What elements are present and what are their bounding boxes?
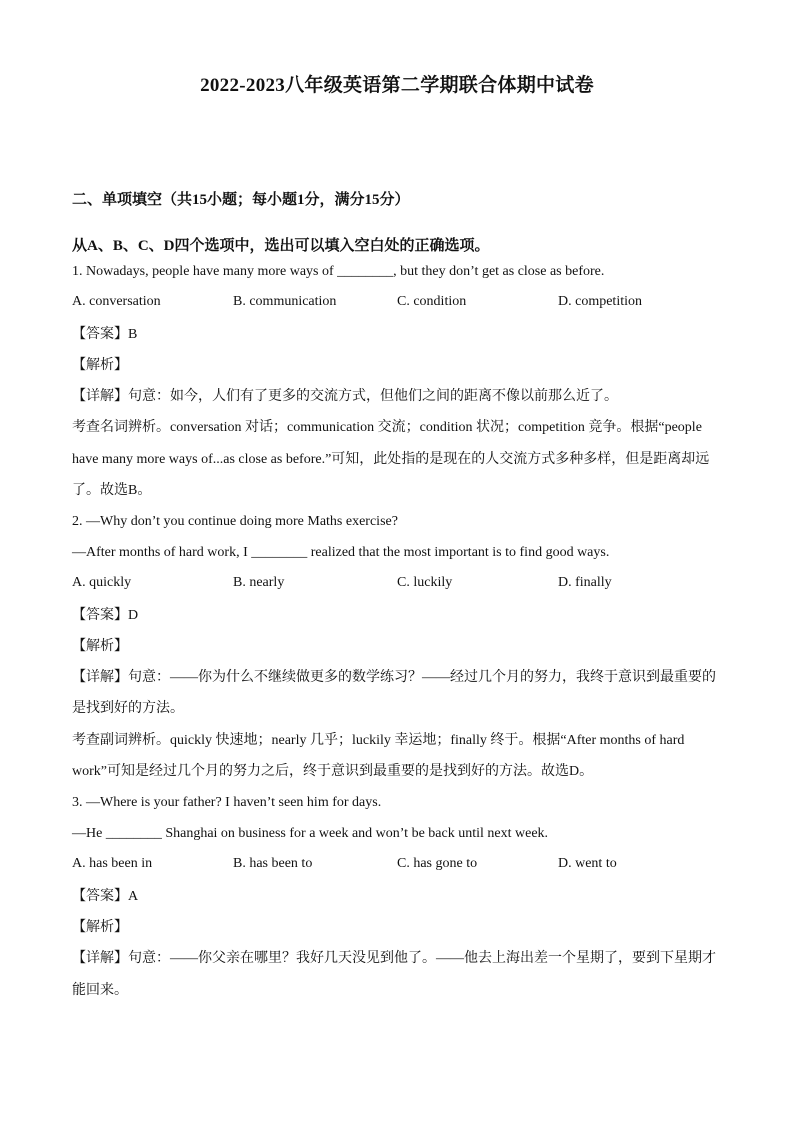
question-3-answer bbox=[72, 887, 722, 907]
question-1-option-d: D. competition bbox=[558, 294, 642, 309]
question-3-option-d: D. went to bbox=[558, 856, 617, 871]
question-3-analysis-label: 【解析】 bbox=[72, 920, 128, 935]
question-2-stem: 2. —Why don’t you continue doing more Maths exercise? bbox=[72, 514, 398, 529]
detail-label: 【详解】 bbox=[72, 951, 128, 966]
question-3-option-b: B. has been to bbox=[233, 856, 313, 871]
question-2-detail-line: 考查副词辨析。quickly 快速地；nearly 几乎；luckily 幸运地；finally 终于。根据“After months of hard bbox=[72, 733, 685, 748]
question-2-option-b: B. nearly bbox=[233, 575, 285, 590]
question-1-option-a: A. conversation bbox=[72, 294, 161, 309]
question-2-analysis-label: 【解析】 bbox=[72, 639, 128, 654]
question-1-detail-line bbox=[72, 387, 722, 407]
question-2-detail-line: work”可知是经过几个月的努力之后，终于意识到最重要的是找到好的方法。故选D。 bbox=[72, 764, 594, 779]
detail-text: 句意：——你父亲在哪里？我好几天没见到他了。——他去上海出差一个星期了，要到下星期才 bbox=[128, 951, 716, 966]
answer-value: D bbox=[128, 608, 139, 623]
question-1-option-c: C. condition bbox=[397, 294, 467, 309]
answer-label: 【答案】 bbox=[72, 608, 128, 623]
detail-label: 【详解】 bbox=[72, 670, 128, 685]
question-1-answer bbox=[72, 325, 722, 345]
detail-text: 句意：——你为什么不继续做更多的数学练习？——经过几个月的努力，我终于意识到最重要的 bbox=[128, 670, 716, 685]
question-2-stem: —After months of hard work, I ________ realized that the most important is to find good ways. bbox=[72, 545, 610, 560]
question-2-option-a: A. quickly bbox=[72, 575, 132, 590]
detail-label: 【详解】 bbox=[72, 389, 128, 404]
question-2-option-d: D. finally bbox=[558, 575, 612, 590]
answer-label: 【答案】 bbox=[72, 327, 128, 342]
question-3-stem: —He ________ Shanghai on business for a week and won’t be back until next week. bbox=[72, 826, 549, 841]
question-2-detail-line bbox=[72, 668, 722, 688]
question-1-option-b: B. communication bbox=[233, 294, 337, 309]
question-3-option-a: A. has been in bbox=[72, 856, 153, 871]
question-1-detail-line: 考查名词辨析。conversation 对话；communication 交流；condition 状况；competition 竞争。根据“people bbox=[72, 420, 702, 435]
question-2-detail-line: 是找到好的方法。 bbox=[72, 701, 184, 716]
answer-value: A bbox=[128, 889, 139, 904]
answer-value: B bbox=[128, 327, 138, 342]
question-1-stem: 1. Nowadays, people have many more ways of ________, but they don’t get as close as before. bbox=[72, 264, 605, 279]
document-title: 2022-2023八年级英语第二学期联合体期中试卷 bbox=[200, 75, 594, 96]
question-2-option-c: C. luckily bbox=[397, 575, 453, 590]
question-3-detail-line bbox=[72, 949, 722, 969]
detail-text: 句意：如今，人们有了更多的交流方式，但他们之间的距离不像以前那么近了。 bbox=[128, 389, 618, 404]
question-2-answer bbox=[72, 606, 722, 626]
question-1-analysis-label: 【解析】 bbox=[72, 358, 128, 373]
instruction: 从A、B、C、D四个选项中，选出可以填入空白处的正确选项。 bbox=[72, 238, 490, 254]
answer-label: 【答案】 bbox=[72, 889, 128, 904]
question-1-detail-line: have many more ways of...as close as before.”可知，此处指的是现在的人交流方式多种多样，但是距离却远 bbox=[72, 452, 710, 467]
question-3-detail-line: 能回来。 bbox=[72, 983, 128, 998]
question-1-detail-line: 了。故选B。 bbox=[72, 483, 152, 498]
section-heading: 二、单项填空（共15小题；每小题1分，满分15分） bbox=[72, 192, 410, 208]
question-3-stem: 3. —Where is your father? I haven’t seen him for days. bbox=[72, 795, 382, 810]
question-3-option-c: C. has gone to bbox=[397, 856, 478, 871]
